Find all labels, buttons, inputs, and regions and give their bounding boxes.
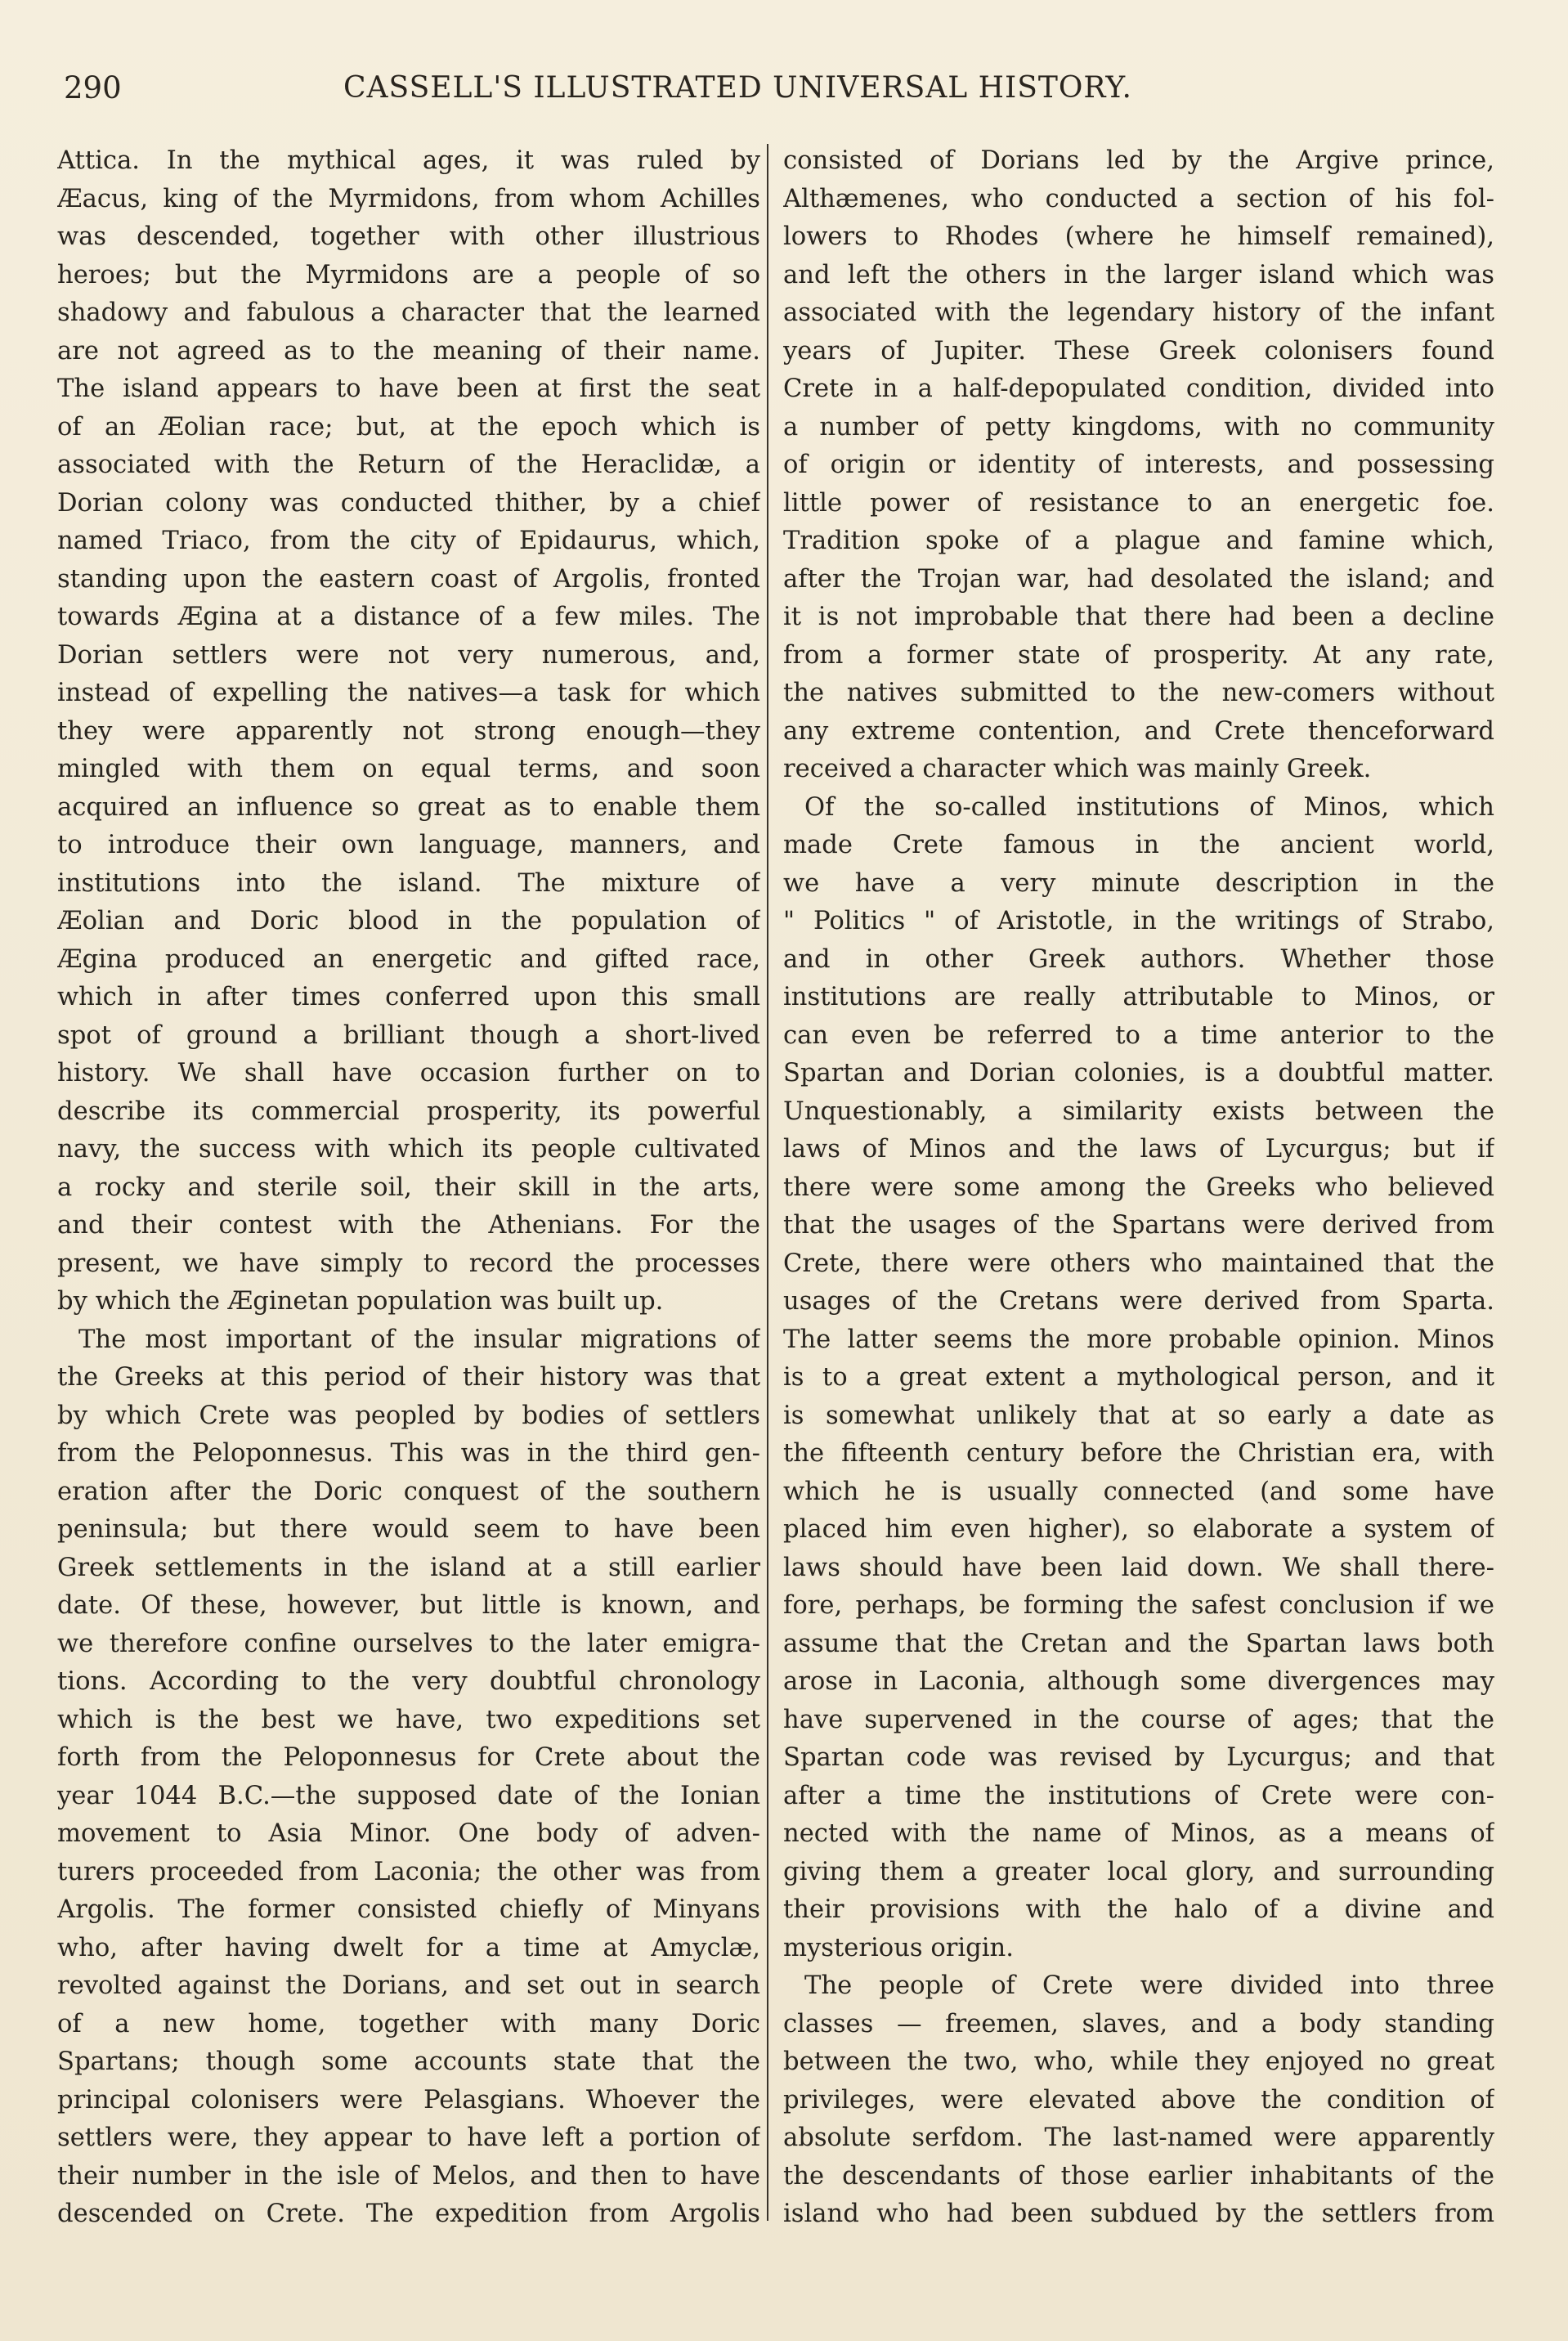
text-line: by which Crete was peopled by bodies of settlers <box>57 1401 760 1430</box>
text-line: after the Trojan war, had desolated the island; and <box>783 564 1494 594</box>
text-line: their number in the isle of Melos, and then to have <box>57 2161 760 2191</box>
text-line: assume that the Cretan and the Spartan laws both <box>783 1629 1494 1658</box>
text-line: any extreme contention, and Crete thenceforward <box>783 716 1494 746</box>
text-line: of a new home, together with many Doric <box>57 2009 760 2038</box>
text-line: associated with the legendary history of the infant <box>783 298 1494 327</box>
text-line: which he is usually connected (and some have <box>783 1477 1494 1506</box>
text-line: we therefore confine ourselves to the later emigra- <box>57 1629 760 1658</box>
text-line: and left the others in the larger island which was <box>783 260 1494 289</box>
text-line: Dorian colony was conducted thither, by a chief <box>57 488 760 518</box>
text-line: was descended, together with other illustrious <box>57 222 760 251</box>
text-line: between the two, who, while they enjoyed no great <box>783 2047 1494 2076</box>
text-line: are not agreed as to the meaning of their name. <box>57 336 760 366</box>
text-line: have supervened in the course of ages; that the <box>783 1705 1494 1734</box>
text-line: giving them a greater local glory, and surrounding <box>783 1857 1494 1886</box>
text-line: mingled with them on equal terms, and soon <box>57 755 760 783</box>
text-line: the natives submitted to the new-comers without <box>783 679 1494 707</box>
text-line: the fifteenth century before the Christian era, with <box>783 1439 1494 1468</box>
text-line: eration after the Doric conquest of the southern <box>57 1477 760 1506</box>
text-line: which in after times conferred upon this small <box>57 983 760 1011</box>
text-line: is to a great extent a mythological person, and it <box>783 1363 1494 1392</box>
text-line: forth from the Peloponnesus for Crete about the <box>57 1743 760 1772</box>
page-header <box>64 64 1200 110</box>
text-line: to introduce their own language, manners, and <box>57 831 760 859</box>
text-line: which is the best we have, two expeditions set <box>57 1705 760 1734</box>
text-line: can even be referred to a time anterior to the <box>783 1020 1494 1050</box>
text-line: placed him even higher), so elaborate a system of <box>783 1515 1494 1544</box>
text-line: who, after having dwelt for a time at Amyclæ, <box>57 1933 760 1962</box>
text-line: navy, the success with which its people cultivated <box>57 1135 760 1164</box>
text-line: describe its commercial prosperity, its powerful <box>57 1097 760 1126</box>
left-column <box>57 142 760 2234</box>
running-title: CASSELL'S ILLUSTRATED UNIVERSAL HISTORY. <box>343 71 1132 105</box>
text-line: of origin or identity of interests, and possessing <box>783 451 1494 479</box>
text-line: that the usages of the Spartans were derived from <box>783 1211 1494 1240</box>
text-line: laws of Minos and the laws of Lycurgus; but if <box>783 1135 1494 1164</box>
text-line: The people of Crete were divided into three <box>804 1971 1494 2000</box>
text-line: from the Peloponnesus. This was in the third gen- <box>57 1439 760 1468</box>
text-line: nected with the name of Minos, as a means of <box>783 1819 1494 1848</box>
text-line: settlers were, they appear to have left a portion of <box>57 2123 760 2152</box>
text-line: Unquestionably, a similarity exists between the <box>783 1097 1494 1126</box>
text-line: Spartans; though some accounts state that the <box>57 2047 760 2076</box>
text-line: principal colonisers were Pelasgians. Whoever the <box>57 2085 760 2115</box>
text-line: Crete, there were others who maintained that the <box>783 1249 1494 1278</box>
text-line: by which the Æginetan population was built up. <box>57 1287 664 1316</box>
text-line: the Greeks at this period of their history was that <box>57 1363 760 1392</box>
text-line: instead of expelling the natives—a task for which <box>57 679 760 707</box>
text-line: present, we have simply to record the processes <box>57 1249 760 1278</box>
text-line: The latter seems the more probable opinion. Minos <box>783 1325 1494 1354</box>
text-line: it is not improbable that there had been a decline <box>783 603 1494 631</box>
right-column <box>783 142 1494 2234</box>
text-line: received a character which was mainly Greek. <box>783 755 1372 783</box>
text-line: shadowy and fabulous a character that the learned <box>57 298 760 327</box>
text-line: Ægina produced an energetic and gifted race, <box>57 944 760 974</box>
text-line: we have a very minute description in the <box>783 868 1494 898</box>
text-line: associated with the Return of the Heraclidæ, a <box>57 451 760 479</box>
text-line: turers proceeded from Laconia; the other was from <box>57 1857 760 1886</box>
text-line: Of the so-called institutions of Minos, which <box>804 792 1494 822</box>
text-line: Æacus, king of the Myrmidons, from whom Achilles <box>57 184 760 213</box>
text-line: revolted against the Dorians, and set out in search <box>57 1971 760 2000</box>
text-line: Æolian and Doric blood in the population of <box>57 907 760 935</box>
text-line: year 1044 B.C.—the supposed date of the Ionian <box>57 1781 760 1810</box>
text-line: a rocky and sterile soil, their skill in the arts, <box>57 1173 760 1202</box>
text-line: institutions are really attributable to Minos, or <box>783 983 1494 1011</box>
text-line: absolute serfdom. The last-named were apparently <box>783 2123 1494 2152</box>
text-line: laws should have been laid down. We shall there- <box>783 1553 1494 1582</box>
text-line: mysterious origin. <box>783 1933 1014 1962</box>
text-line: consisted of Dorians led by the Argive prince, <box>783 146 1494 175</box>
text-line: the descendants of those earlier inhabitants of the <box>783 2161 1494 2191</box>
text-line: Tradition spoke of a plague and famine which, <box>783 527 1494 555</box>
text-line: towards Ægina at a distance of a few miles. The <box>57 603 760 631</box>
text-line: standing upon the eastern coast of Argolis, fronted <box>57 564 760 594</box>
text-line: little power of resistance to an energetic foe. <box>783 488 1494 518</box>
text-line: peninsula; but there would seem to have been <box>57 1515 760 1544</box>
text-line: Spartan code was revised by Lycurgus; and that <box>783 1743 1494 1772</box>
text-line: island who had been subdued by the settlers from <box>783 2200 1494 2228</box>
text-line: date. Of these, however, but little is known, and <box>57 1591 760 1620</box>
text-line: is somewhat unlikely that at so early a date as <box>783 1401 1494 1430</box>
text-line: they were apparently not strong enough—they <box>57 716 760 746</box>
text-line: tions. According to the very doubtful chronology <box>57 1667 760 1696</box>
text-line: Attica. In the mythical ages, it was ruled by <box>57 146 760 175</box>
text-line: Greek settlements in the island at a still earlier <box>57 1553 760 1582</box>
text-line: " Politics " of Aristotle, in the writings of Strabo, <box>783 907 1494 935</box>
text-line: usages of the Cretans were derived from Sparta. <box>783 1287 1494 1316</box>
text-line: Spartan and Dorian colonies, is a doubtful matter. <box>783 1059 1494 1088</box>
text-line: of an Æolian race; but, at the epoch which is <box>57 412 760 442</box>
column-divider <box>767 144 768 2221</box>
text-line: acquired an influence so great as to enable them <box>57 792 760 822</box>
text-line: a number of petty kingdoms, with no community <box>783 412 1494 442</box>
text-line: institutions into the island. The mixture of <box>57 868 760 898</box>
text-line: history. We shall have occasion further on to <box>57 1059 760 1088</box>
text-line: after a time the institutions of Crete were con- <box>783 1781 1494 1810</box>
text-line: Crete in a half-depopulated condition, divided into <box>783 374 1494 403</box>
text-line: movement to Asia Minor. One body of adven- <box>57 1819 760 1848</box>
text-line: and in other Greek authors. Whether those <box>783 944 1494 974</box>
text-line: classes — freemen, slaves, and a body standing <box>783 2009 1494 2038</box>
text-line: fore, perhaps, be forming the safest conclusion if we <box>783 1591 1494 1620</box>
text-line: from a former state of prosperity. At any rate, <box>783 640 1494 670</box>
text-line: Dorian settlers were not very numerous, and, <box>57 640 760 670</box>
text-line: Althæmenes, who conducted a section of his fol- <box>783 184 1494 213</box>
text-line: Argolis. The former consisted chiefly of Minyans <box>57 1895 760 1924</box>
text-line: there were some among the Greeks who believed <box>783 1173 1494 1202</box>
text-line: privileges, were elevated above the condition of <box>783 2085 1494 2115</box>
text-line: lowers to Rhodes (where he himself remained), <box>783 222 1494 251</box>
text-line: The most important of the insular migrations of <box>78 1325 760 1354</box>
text-line: and their contest with the Athenians. For the <box>57 1211 760 1240</box>
text-line: spot of ground a brilliant though a short-lived <box>57 1020 760 1050</box>
text-line: The island appears to have been at first the seat <box>57 374 760 403</box>
text-line: heroes; but the Myrmidons are a people of so <box>57 260 760 289</box>
text-line: descended on Crete. The expedition from Argolis <box>57 2200 760 2228</box>
page-number: 290 <box>64 70 122 105</box>
text-line: their provisions with the halo of a divine and <box>783 1895 1494 1924</box>
text-line: named Triaco, from the city of Epidaurus, which, <box>57 527 760 555</box>
text-line: years of Jupiter. These Greek colonisers found <box>783 336 1494 366</box>
text-line: arose in Laconia, although some divergences may <box>783 1667 1494 1696</box>
text-line: made Crete famous in the ancient world, <box>783 831 1494 859</box>
